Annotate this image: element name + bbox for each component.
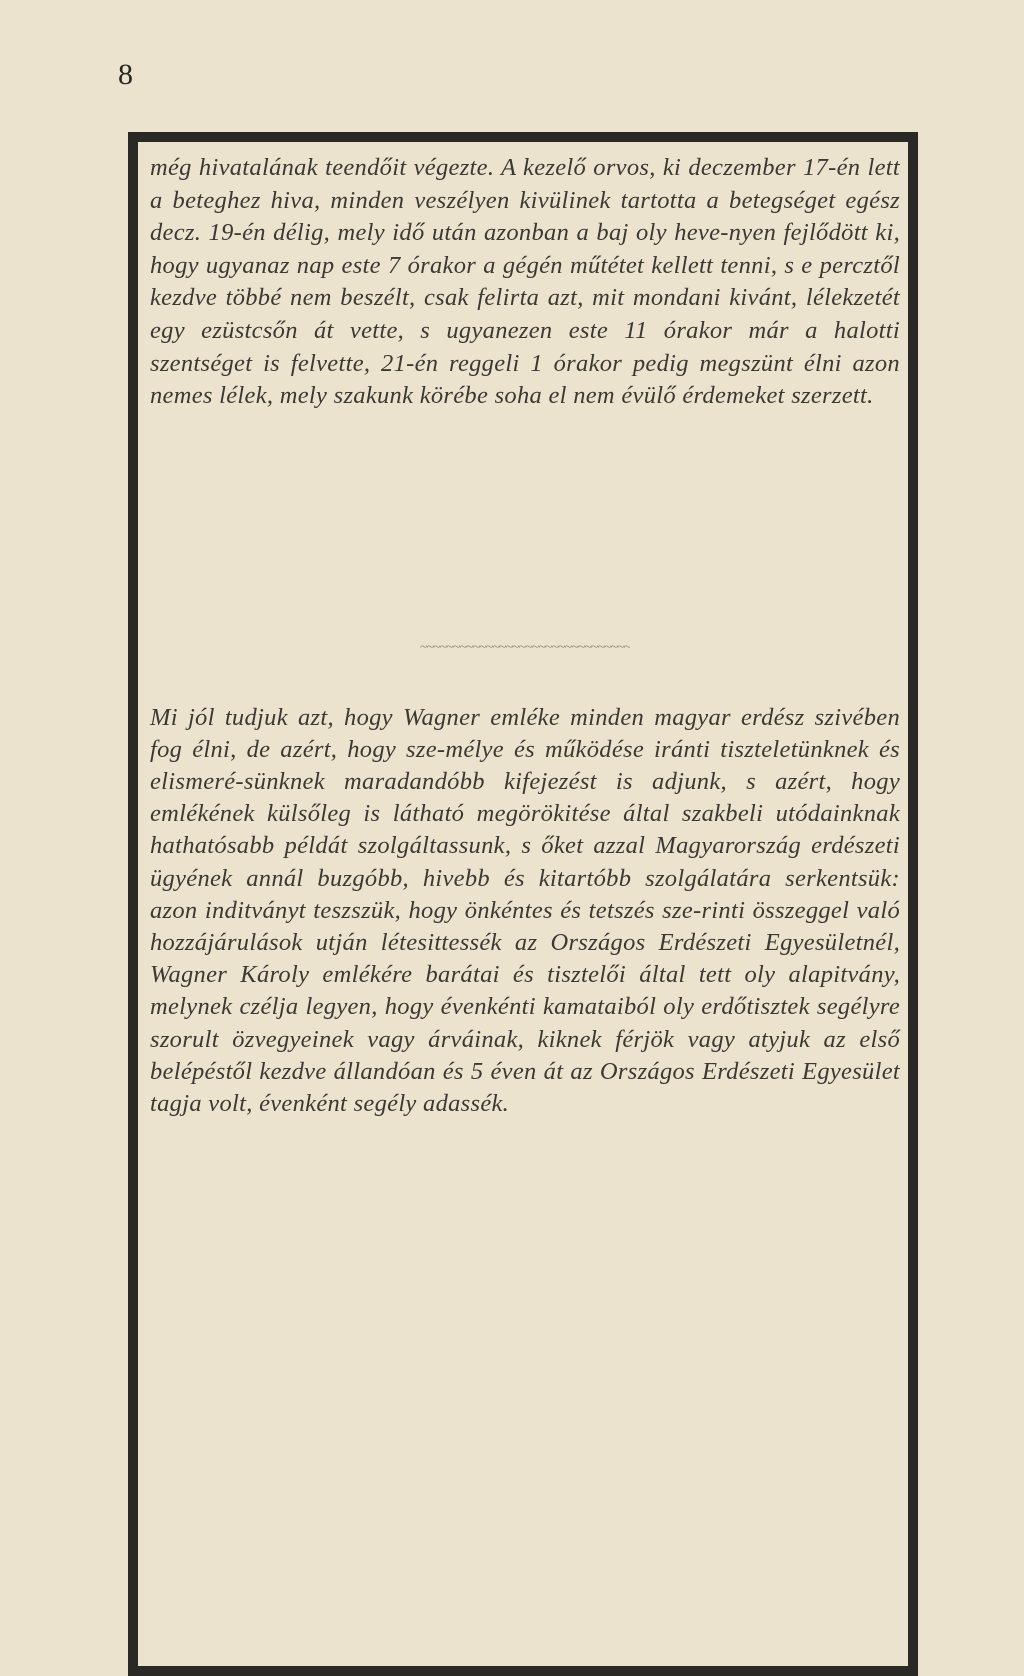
ornamental-divider: ~~~~~~~~~~~~~~~~~~~~~~~~~~~~~~~~ xyxy=(420,643,630,653)
page-number: 8 xyxy=(118,58,133,91)
text-block-upper xyxy=(150,152,900,413)
paragraph-obituary: még hivatalának teendőit végezte. A kezelő orvos, ki deczember 17-én lett a beteghez hiva, minden veszélyen kivülinek tartotta a betegséget egész decz. 19-én délig, mely idő után azonban a baj oly heve-nyen fejlődött ki, hogy ugyanaz nap este 7 órakor a gégén műtétet kellett tenni, s e percztől kezdve többé nem beszélt, csak felirta azt, mit mondani kivánt, lélekzetét egy ezüstcsőn át vette, s ugyanezen este 11 órakor már a halotti szentséget is felvette, 21-én reggeli 1 órakor pedig megszünt élni azon nemes lélek, mely szakunk körébe soha el nem évülő érdemeket szerzett. xyxy=(150,154,900,410)
paragraph-proposal: Mi jól tudjuk azt, hogy Wagner emléke minden magyar erdész szivében fog élni, de azért, hogy sze-mélye és működése iránti tiszteletünknek és elismeré-sünknek maradandóbb kifejezést is adjunk, s azért, hogy emlékének külsőleg is látható megörökitése által szakbeli utódainknak hathatósabb példát szolgáltassunk, s őket azzal Magyarország erdészeti ügyének annál buzgóbb, hivebb és kitartóbb szolgálatára serkentsük: azon inditványt teszszük, hogy önkéntes és tetszés sze-rinti összeggel való hozzájárulások utján létesittessék az Országos Erdészeti Egyesületnél, Wagner Károly emlékére barátai és tisztelői által tett oly alapitvány, melynek czélja legyen, hogy évenkénti kamataiból oly erdőtisztek segélyre szorult özvegyeinek vagy árváinak, kiknek férjök vagy atyjuk az első belépéstől kezdve állandóan és 5 éven át az Országos Erdészeti Egyesület tagja volt, évenként segély adassék. xyxy=(150,703,900,1117)
